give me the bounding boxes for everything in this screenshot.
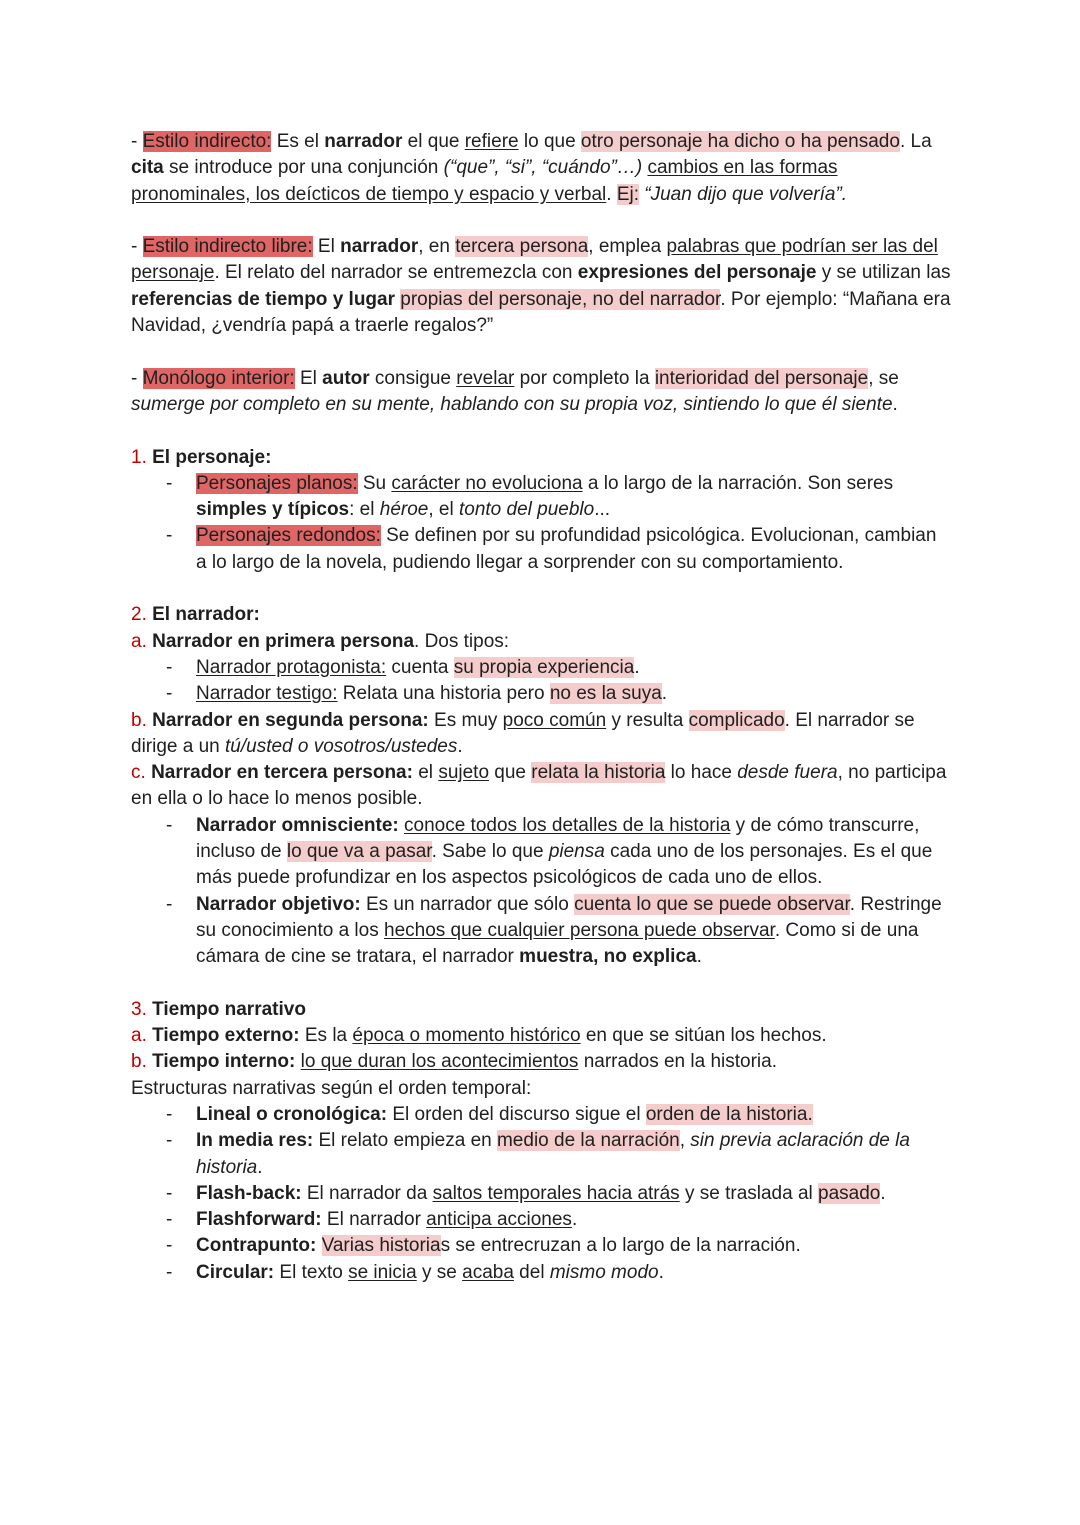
text-run: Es la xyxy=(299,1025,353,1047)
text-run: a lo largo de la narración. Son seres xyxy=(582,472,894,494)
text-run: b. xyxy=(131,709,147,731)
highlighted-text: complicado xyxy=(688,709,785,731)
text-run: Tiempo interno: xyxy=(152,1051,296,1073)
text-run: . La xyxy=(899,131,932,152)
text-run: Tiempo narrativo xyxy=(146,998,306,1020)
text-run: palabras que podrían ser las del personaje xyxy=(131,236,938,284)
text-run: El narrador: xyxy=(146,604,260,626)
text-run: 3. xyxy=(131,998,147,1020)
text-run: c. xyxy=(131,762,146,784)
text-run: Narrador objetivo: xyxy=(196,893,361,915)
highlighted-text: medio de la narración xyxy=(496,1130,680,1152)
text-run: a. xyxy=(131,630,147,652)
text-run: Narrador testigo: xyxy=(196,683,338,705)
text-run: lo hace xyxy=(665,762,738,784)
text-run: , no participa en ella o lo hace lo menos posible. xyxy=(131,762,947,810)
text-run: sin previa aclaración de la historia xyxy=(196,1130,910,1178)
bullet-dash: - xyxy=(166,1261,173,1283)
text-run: b. xyxy=(131,1051,147,1073)
text-run: El orden del discurso sigue el xyxy=(387,1103,646,1125)
text-run: . Por ejemplo: “Mañana era Navidad, ¿vendría papá a traerle regalos?” xyxy=(131,288,951,337)
text-run: autor xyxy=(322,367,370,389)
paragraph xyxy=(131,445,951,471)
text-run: se introduce por una conjunción xyxy=(163,157,444,179)
text-run: el que xyxy=(402,131,465,152)
text-run: conoce todos los detalles de la historia xyxy=(404,814,731,836)
text-run: . El relato del narrador se entremezcla con xyxy=(214,262,578,284)
list-item xyxy=(131,681,951,707)
text-run: piensa xyxy=(548,841,605,863)
text-run: héroe xyxy=(379,499,429,521)
text-run: saltos temporales hacia atrás xyxy=(432,1182,680,1204)
text-run: referencias de tiempo y lugar xyxy=(131,288,395,310)
text-run: cuenta xyxy=(386,656,454,678)
text-run: desde fuera xyxy=(737,762,838,784)
text-run: tú/usted o vosotros/ustedes xyxy=(225,735,458,757)
paragraph xyxy=(131,366,951,419)
text-run: . xyxy=(457,735,463,757)
text-run: carácter no evoluciona xyxy=(391,472,583,494)
text-run: Flashforward: xyxy=(196,1209,322,1231)
blank-line xyxy=(131,576,951,602)
text-run: sujeto xyxy=(438,762,490,784)
bullet-dash: - xyxy=(166,472,173,494)
blank-line xyxy=(131,971,951,997)
text-run: cita xyxy=(131,157,164,179)
text-run: poco común xyxy=(502,709,607,731)
bullet-dash: - xyxy=(166,1182,173,1204)
text-run: Se definen por su profundidad psicológica. Evolucionan, cambian a lo largo de la novela, pudiendo llegar a sorprender con su comportamiento. xyxy=(196,525,937,573)
paragraph xyxy=(131,1023,951,1049)
text-run: Circular: xyxy=(196,1261,275,1283)
text-run: época o momento histórico xyxy=(352,1025,581,1047)
document-page xyxy=(131,129,951,1286)
text-run: del xyxy=(513,1261,550,1283)
text-run: Estructuras narrativas según el orden temporal: xyxy=(131,1077,532,1099)
text-run: narrador xyxy=(324,131,403,152)
text-run: mismo modo xyxy=(549,1261,659,1283)
bullet-dash: - xyxy=(166,893,173,915)
text-run: acaba xyxy=(462,1261,514,1283)
highlighted-text: relata la historia xyxy=(531,762,666,784)
text-run: y se traslada al xyxy=(679,1182,819,1204)
highlighted-text: interioridad del personaje xyxy=(654,367,869,389)
text-run: . xyxy=(696,946,702,968)
paragraph xyxy=(131,234,951,339)
text-run: s se entrecruzan a lo largo de la narración. xyxy=(440,1235,801,1257)
text-run: El xyxy=(312,236,341,258)
text-run: 1. xyxy=(131,446,147,468)
text-run: Tiempo externo: xyxy=(152,1025,300,1047)
highlighted-text: cuenta lo que se puede observar xyxy=(574,893,850,915)
list-item xyxy=(131,1128,951,1181)
highlighted-text: lo que va a pasar xyxy=(286,841,432,863)
paragraph xyxy=(131,129,951,208)
highlighted-text: Ej: xyxy=(616,183,639,205)
list-item xyxy=(131,1260,951,1286)
list-item xyxy=(131,471,951,524)
text-run: Lineal o cronológica: xyxy=(196,1103,388,1125)
highlighted-text: Estilo indirecto libre: xyxy=(142,236,313,258)
text-run: muestra, no explica xyxy=(519,946,697,968)
highlighted-text: Monólogo interior: xyxy=(142,367,295,389)
highlighted-text: tercera persona xyxy=(455,236,589,258)
text-run: revelar xyxy=(456,367,515,389)
text-run: Narrador protagonista: xyxy=(196,656,387,678)
text-run: . Dos tipos: xyxy=(414,630,510,652)
list-item xyxy=(131,1181,951,1207)
bullet-dash: - xyxy=(166,1235,173,1257)
text-run: Relata una historia pero xyxy=(337,683,550,705)
text-run: 2. xyxy=(131,604,147,626)
text-run: Flash-back: xyxy=(196,1182,302,1204)
text-run: El xyxy=(294,367,323,389)
text-run: El narrador da xyxy=(301,1182,433,1204)
text-run: . xyxy=(634,656,640,678)
text-run: . xyxy=(658,1261,664,1283)
text-run: , emplea xyxy=(588,236,667,258)
text-run: , xyxy=(679,1130,691,1152)
text-run: . Restringe su conocimiento a los xyxy=(196,893,942,941)
text-run: - xyxy=(131,131,143,152)
highlighted-text: Personajes planos: xyxy=(196,472,358,494)
text-run: simples y típicos xyxy=(196,499,350,521)
text-run: Narrador en primera persona xyxy=(152,630,415,652)
text-run: tonto del pueblo xyxy=(458,499,595,521)
text-run: Su xyxy=(357,472,392,494)
paragraph xyxy=(131,708,951,761)
text-run: “Juan dijo que volvería”. xyxy=(644,183,848,205)
text-run: Es un narrador que sólo xyxy=(360,893,575,915)
text-run: ... xyxy=(594,499,611,521)
paragraph xyxy=(131,629,951,655)
paragraph xyxy=(131,602,951,628)
text-run: se inicia xyxy=(348,1261,417,1283)
highlighted-text: no es la suya xyxy=(549,683,662,705)
text-run: . xyxy=(661,683,668,705)
list-item xyxy=(131,655,951,681)
list-item xyxy=(131,1233,951,1259)
text-run: el xyxy=(412,762,439,784)
highlighted-text: otro personaje ha dicho o ha pensado xyxy=(580,131,900,152)
text-run: Narrador en tercera persona: xyxy=(151,762,413,784)
text-run: y se utilizan las xyxy=(816,262,951,284)
text-run: que xyxy=(489,762,532,784)
text-run: narrador xyxy=(340,236,419,258)
blank-line xyxy=(131,208,951,234)
text-run: In media res: xyxy=(196,1130,314,1152)
text-run: lo que xyxy=(518,131,581,152)
text-run: narrados en la historia. xyxy=(578,1051,777,1073)
bullet-dash: - xyxy=(166,1209,173,1231)
text-run: , en xyxy=(418,236,456,258)
list-item xyxy=(131,523,951,576)
text-run: . Como si de una cámara de cine se tratara, el narrador xyxy=(196,919,919,968)
text-run: sumerge por completo en su mente, hablando con su propia voz, sintiendo lo que él siente xyxy=(131,393,893,415)
text-run: - xyxy=(131,236,143,258)
list-item xyxy=(131,813,951,892)
text-run: Contrapunto: xyxy=(196,1235,317,1257)
list-item xyxy=(131,1207,951,1233)
text-run: en que se sitúan los hechos. xyxy=(580,1025,827,1047)
text-run: y de cómo transcurre, incluso de xyxy=(196,814,920,863)
highlighted-text: orden de la historia. xyxy=(645,1103,813,1125)
bullet-dash: - xyxy=(166,656,173,678)
blank-line xyxy=(131,339,951,365)
text-run: , el xyxy=(428,499,459,521)
text-run: El relato empieza en xyxy=(313,1130,497,1152)
text-run: hechos que cualquier persona puede observar xyxy=(384,919,775,941)
text-run: . Sabe lo que xyxy=(431,841,549,863)
text-run: cambios en las formas pronominales, los deícticos de tiempo y espacio y verbal xyxy=(131,157,838,205)
text-run: . xyxy=(257,1156,263,1178)
highlighted-text: su propia experiencia xyxy=(453,656,635,678)
text-run: lo que duran los acontecimientos xyxy=(300,1051,579,1073)
text-run: expresiones del personaje xyxy=(577,262,817,284)
text-run: . xyxy=(880,1182,886,1204)
text-run: y se xyxy=(416,1261,463,1283)
text-run: y resulta xyxy=(606,709,689,731)
highlighted-text: Personajes redondos: xyxy=(196,525,381,547)
text-run xyxy=(316,1235,321,1256)
bullet-dash: - xyxy=(166,814,173,836)
bullet-dash: - xyxy=(166,1103,173,1125)
text-run: por completo la xyxy=(514,367,655,389)
text-run: El personaje: xyxy=(146,446,272,468)
text-run: . El narrador se dirige a un xyxy=(131,709,915,757)
text-run: . xyxy=(571,1209,578,1231)
text-run: . xyxy=(606,183,617,205)
text-run: - xyxy=(131,367,143,389)
text-run: consigue xyxy=(369,367,457,389)
paragraph xyxy=(131,997,951,1023)
highlighted-text: propias del personaje, no del narrador xyxy=(400,288,721,310)
text-run: Narrador en segunda persona: xyxy=(152,709,429,731)
highlighted-text: Estilo indirecto: xyxy=(142,131,272,152)
list-item xyxy=(131,1102,951,1128)
text-run: Es el xyxy=(271,131,325,152)
text-run: . xyxy=(892,393,898,415)
text-run: El narrador xyxy=(321,1209,427,1231)
text-run: cada uno de los personajes. Es el que más puede profundizar en los aspectos psicológicos de cada uno de ellos. xyxy=(196,841,933,889)
blank-line xyxy=(131,418,951,444)
text-run: : el xyxy=(349,499,380,521)
highlighted-text: Varias historia xyxy=(321,1235,441,1257)
bullet-dash: - xyxy=(166,525,173,547)
text-run: (“que”, “si”, “cuándo”…) xyxy=(443,157,643,179)
paragraph xyxy=(131,1076,951,1102)
paragraph xyxy=(131,1049,951,1075)
text-run: , se xyxy=(868,367,899,389)
text-run: Narrador omnisciente: xyxy=(196,814,399,836)
text-run: Es muy xyxy=(428,709,503,731)
paragraph xyxy=(131,760,951,813)
list-item xyxy=(131,892,951,971)
text-run: anticipa acciones xyxy=(426,1209,572,1231)
bullet-dash: - xyxy=(166,1130,173,1152)
text-run: a. xyxy=(131,1025,147,1047)
text-run: refiere xyxy=(464,131,519,152)
highlighted-text: pasado xyxy=(818,1182,881,1204)
bullet-dash: - xyxy=(166,683,173,705)
text-run: El texto xyxy=(274,1261,349,1283)
